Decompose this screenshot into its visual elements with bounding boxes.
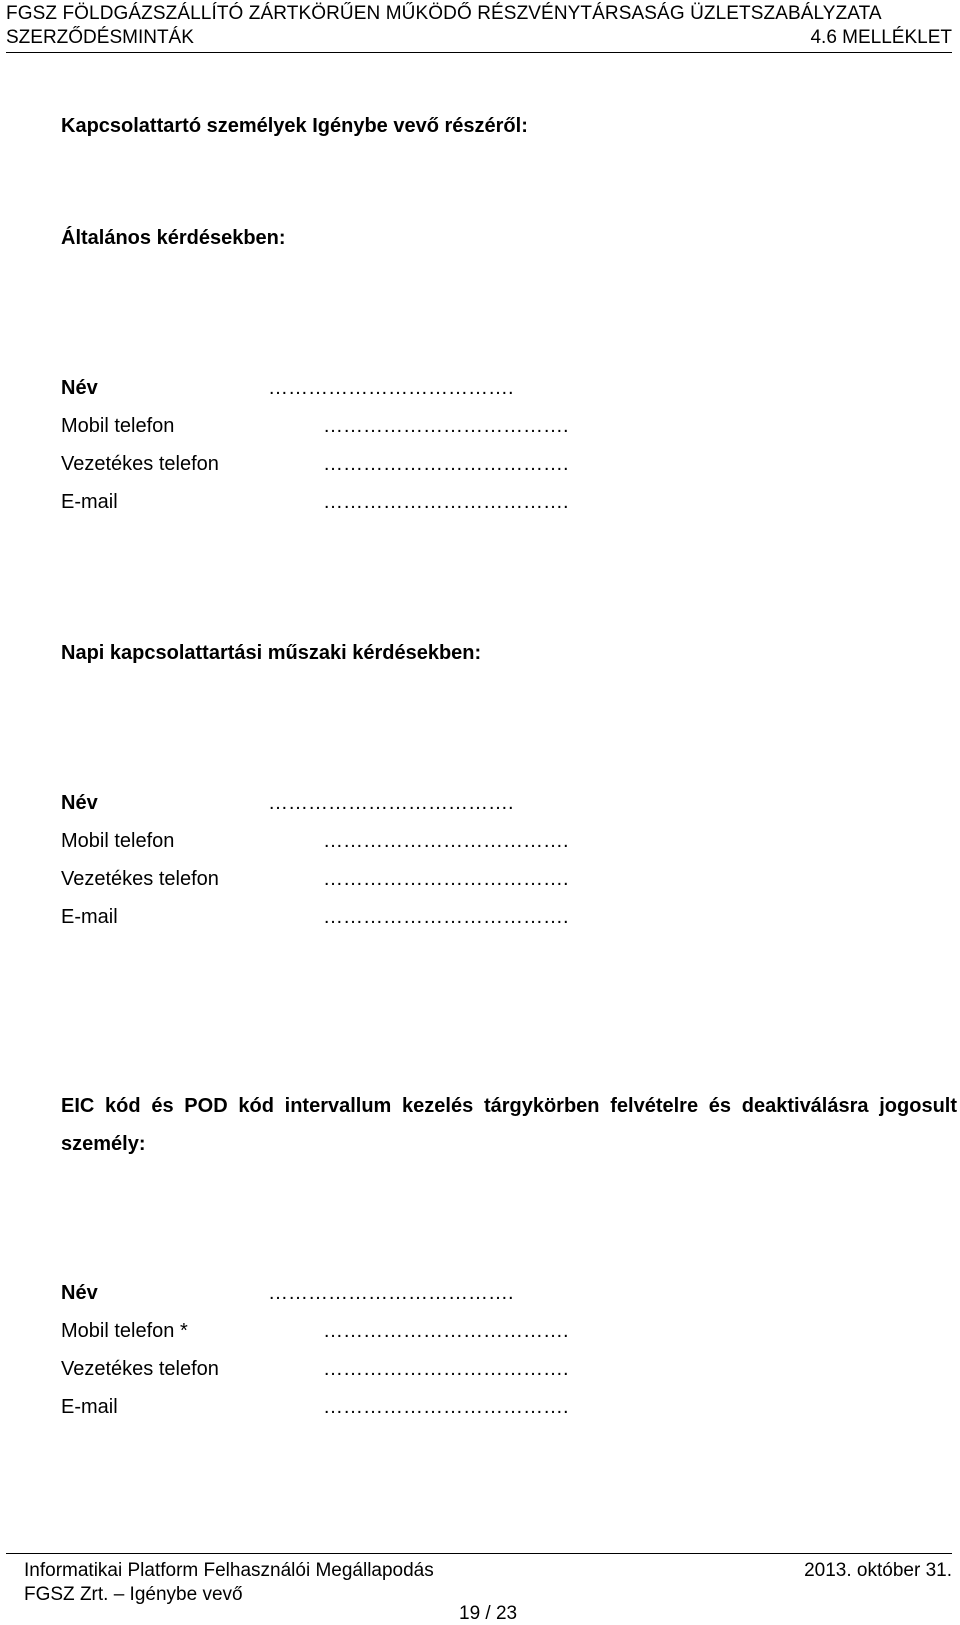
field-placeholder-mobile: ………………………………. bbox=[323, 1320, 569, 1342]
field-placeholder-name: ………………………………. bbox=[268, 792, 514, 814]
field-placeholder-email: ………………………………. bbox=[323, 1396, 569, 1418]
footer-page-number: 19 / 23 bbox=[459, 1603, 518, 1624]
footer-date: 2013. október 31. bbox=[804, 1560, 952, 1581]
field-label-landline: Vezetékes telefon bbox=[61, 868, 219, 890]
footer-divider bbox=[6, 1553, 952, 1554]
field-placeholder-email: ………………………………. bbox=[323, 906, 569, 928]
field-placeholder-landline: ………………………………. bbox=[323, 1358, 569, 1380]
field-label-mobile: Mobil telefon bbox=[61, 415, 175, 437]
field-placeholder-mobile: ………………………………. bbox=[323, 415, 569, 437]
field-label-name: Név bbox=[61, 377, 98, 399]
field-label-mobile: Mobil telefon * bbox=[61, 1320, 188, 1342]
page-header bbox=[6, 0, 952, 53]
field-label-email: E-mail bbox=[61, 906, 118, 928]
field-placeholder-name: ………………………………. bbox=[268, 1282, 514, 1304]
section-title-general: Általános kérdésekben: bbox=[61, 227, 286, 249]
field-placeholder-landline: ………………………………. bbox=[323, 453, 569, 475]
section-title-eic-pod: EIC kód és POD kód intervallum kezelés tárgykörben felvételre és deaktiválásra jogosult személy: bbox=[61, 1095, 957, 1155]
field-label-name: Név bbox=[61, 792, 98, 814]
field-label-mobile: Mobil telefon bbox=[61, 830, 175, 852]
field-placeholder-name: ………………………………. bbox=[268, 377, 514, 399]
field-label-email: E-mail bbox=[61, 491, 118, 513]
section-title-technical: Napi kapcsolattartási műszaki kérdésekben: bbox=[61, 642, 482, 664]
field-label-landline: Vezetékes telefon bbox=[61, 1358, 219, 1380]
header-section-name: SZERZŐDÉSMINTÁK bbox=[6, 27, 194, 48]
field-label-name: Név bbox=[61, 1282, 98, 1304]
main-title: Kapcsolattartó személyek Igénybe vevő részéről: bbox=[61, 115, 528, 137]
field-label-email: E-mail bbox=[61, 1396, 118, 1418]
field-label-landline: Vezetékes telefon bbox=[61, 453, 219, 475]
footer-parties: FGSZ Zrt. – Igénybe vevő bbox=[24, 1584, 243, 1605]
field-placeholder-email: ………………………………. bbox=[323, 491, 569, 513]
header-company-name: FGSZ FÖLDGÁZSZÁLLÍTÓ ZÁRTKÖRŰEN MŰKÖDŐ RÉSZVÉNYTÁRSASÁG ÜZLETSZABÁLYZATA bbox=[6, 3, 882, 24]
header-annex-number: 4.6 MELLÉKLET bbox=[810, 27, 952, 48]
footer-agreement-name: Informatikai Platform Felhasználói Megállapodás bbox=[24, 1560, 434, 1581]
field-placeholder-landline: ………………………………. bbox=[323, 868, 569, 890]
field-placeholder-mobile: ………………………………. bbox=[323, 830, 569, 852]
